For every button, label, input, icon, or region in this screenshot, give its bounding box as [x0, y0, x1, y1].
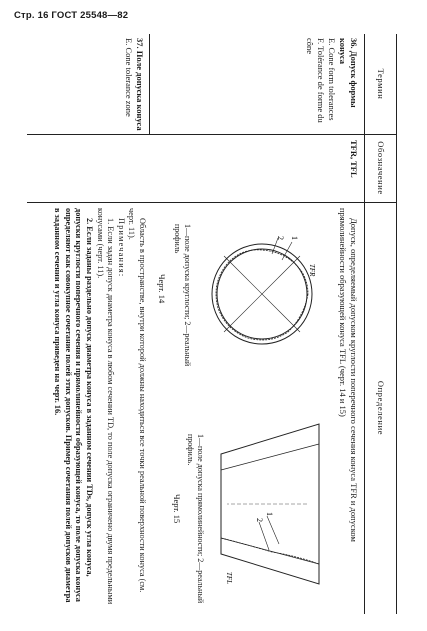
figure-15-label-tfl: TFL [225, 572, 233, 585]
figure-15-label: Черт. 15 [172, 494, 182, 524]
col-header-symbol: Обозначение [376, 141, 386, 195]
definition-37 [52, 208, 147, 608]
table-top-rule [396, 34, 397, 614]
term-36-title: 36. Допуск формы конуса [338, 38, 359, 108]
term-37-title: 37. Поле допуска конуса [135, 38, 145, 131]
term-37-english: E. Cone tolerance zone [124, 38, 134, 117]
table-row-rule [149, 34, 150, 134]
table-col-rule-1 [27, 134, 397, 135]
figure-14-label-1: 1 [290, 236, 299, 240]
symbol-36: TFR, TFL [349, 140, 359, 178]
notes-title: Примечания: [116, 218, 126, 278]
col-header-definition: Определение [376, 380, 386, 436]
definition-36 [337, 208, 359, 608]
standards-table [27, 34, 397, 614]
figure-14-label-2: 2 [276, 236, 285, 240]
term-36-english: E. Cone form tolerances [327, 38, 337, 121]
term-36 [304, 38, 359, 132]
figure-14-roundness [202, 234, 322, 354]
figure-15-label-1: 1 [265, 512, 274, 516]
figure-15-label-2: 2 [255, 518, 264, 522]
rotated-table [27, 34, 397, 614]
term-37 [123, 38, 145, 132]
definition-37-text: Область в пространстве, внутри которой должны находиться все точки реальной поверхности конуса (см. черт. 11). [127, 208, 147, 593]
figure-14-caption: 1—поле допуска круглости; 2—реальный профиль [173, 224, 192, 367]
figure-14-label-tfr: TFR [308, 264, 316, 277]
table-header-rule [364, 34, 365, 614]
term-36-french: F. Tolérance de forme du cône [305, 38, 326, 123]
table-col-rule-2 [27, 202, 397, 203]
col-header-term: Термин [376, 68, 386, 100]
figure-15-straightness [212, 404, 327, 604]
figure-14-label: Черт. 14 [157, 274, 167, 304]
definition-36-text: Допуск, определяемый допуском круглости поперечного сечения конуса TFR и допуском прямолинейности образующей конуса TFL (черт. 14 и 15) [338, 208, 359, 542]
page-header: Стр. 16 ГОСТ 25548—82 [14, 10, 129, 21]
figure-15-caption: 1—поле допуска прямолинейности; 2—реальный профиль. [186, 434, 205, 604]
note-2: 2. Если заданы раздельно допуск диаметра конуса в заданном сечении TDs, допуск угла конуса, допуски круглости поперечного сечения и прямолинейности образующей конуса, то поле допуска конуса определяют как совокупное сочетание полей этих допусков. Пример сочетания полей допусков диаметра в заданном сечении и угла конуса приведен на черт. 16. [53, 208, 95, 603]
note-1: 1. Если задан допуск диаметра конуса в любом сечении TD, то поле допуска ограничено двумя предельными конусами (черт. 11). [95, 208, 116, 605]
